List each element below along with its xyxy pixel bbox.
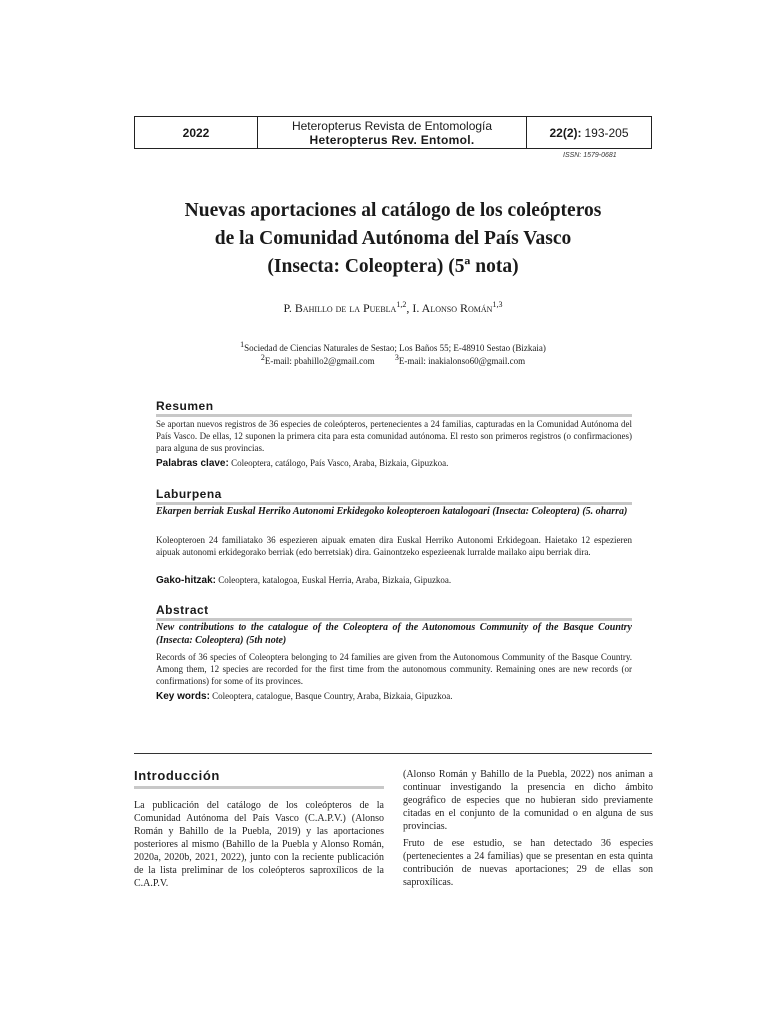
- abstract-heading: Abstract: [156, 603, 209, 617]
- author-1-sup: 1,2: [396, 300, 407, 309]
- affiliation-emails: [134, 352, 652, 367]
- intro-heading: Introducción: [134, 768, 220, 783]
- paper-title: [134, 197, 652, 281]
- abstract-text: Records of 36 species of Coleoptera belonging to 24 families are given from the Autonomous Community of the Basque Country. Among them, 12 species are recorded for the first time from the autonomous community. Remaining ones are new records (or confirmations) for some of its provinces.: [156, 652, 632, 686]
- laburpena-text: Koleopteroen 24 familiatako 36 espezieren aipuak ematen dira Euskal Herriko Autonomi Erkidegoan. Haietako 12 espezieren aipuak autonomi erkidegorako berriak (edo berretsiak) dira. Gainontzeko espezieenak lurralde mailako aipu berriak dira.: [156, 535, 632, 557]
- gako-hitzak-label: Gako-hitzak:: [156, 575, 217, 586]
- intro-column-2: [403, 768, 653, 893]
- intro-col2-para-2: Fruto de ese estudio, se han detectado 36 especies (pertenecientes a 24 familias) que se presentan en esta quinta contribución de nuevas aportaciones; 29 de ellas son saproxílicas.: [403, 838, 653, 888]
- page-range: 193-205: [584, 125, 629, 140]
- laburpena-subtitle: Ekarpen berriak Euskal Herriko Autonomi Erkidegoko koleopteroen katalogoari (Insecta: Coleoptera) (5. oharra): [156, 506, 628, 517]
- title-line-3: (Insecta: Coleoptera) (5ª nota): [267, 256, 519, 277]
- laburpena-keywords: [156, 574, 632, 587]
- intro-col2-para-1: (Alonso Román y Bahillo de la Puebla, 2022) nos animan a continuar investigando la presencia en dicho ámbito geográfico de especies que no hubieran sido previamente citadas en el conjunto de la comunidad o en alguna de sus provincias.: [403, 769, 653, 832]
- section-divider: [134, 753, 652, 754]
- author-2-sup: 1,3: [492, 300, 503, 309]
- laburpena-heading: Laburpena: [156, 487, 222, 501]
- aff2-sup: 2: [260, 353, 265, 362]
- palabras-clave: Coleoptera, catálogo, País Vasco, Araba, Bizkaia, Gipuzkoa.: [231, 458, 449, 468]
- palabras-clave-label: Palabras clave:: [156, 458, 229, 469]
- intro-col1-para-1: La publicación del catálogo de los coleópteros de la Comunidad Autónoma del País Vasco (C.A.P.V.) (Alonso Román y Bahillo de la Puebla, 2019) y las aportaciones posteriores al mismo (Bahillo de la Puebla y Alonso Román, 2020a, 2020b, 2021, 2022), junto con la reciente publicación de la lista preliminar de los coleópteros saproxílicos de la C.A.P.V.: [134, 800, 384, 889]
- journal-abbreviation: Heteropterus Rev. Entomol.: [309, 132, 475, 147]
- abstract-subtitle: New contributions to the catalogue of the Coleoptera of the Autonomous Community of the Basque Country (Insecta: Coleoptera) (5th note): [156, 622, 632, 646]
- resumen-keywords: [156, 457, 632, 470]
- header-volume: [527, 117, 651, 148]
- journal-header: [134, 116, 652, 149]
- resumen-rule: [156, 414, 632, 417]
- resumen-text: Se aportan nuevos registros de 36 especies de coleópteros, pertenecientes a 24 familias, capturadas en la Comunidad Autónoma del País Vasco. De ellas, 12 suponen la primera cita para esta comunidad autónoma. El resto son primeros registros (o confirmaciones) para alguna de sus provincias.: [156, 419, 632, 453]
- aff1-text: Sociedad de Ciencias Naturales de Sestao; Los Baños 55; E-48910 Sestao (Bizkaia): [244, 343, 546, 353]
- email-2: E-mail: inakialonso60@gmail.com: [398, 356, 526, 366]
- author-1: P. Bahillo de la Puebla: [283, 301, 397, 315]
- journal-full-name: Heteropterus Revista de Entomología: [291, 118, 493, 133]
- title-line-2: de la Comunidad Autónoma del País Vasco: [214, 228, 572, 249]
- author-2: I. Alonso Román: [412, 301, 493, 315]
- volume-issue: 22(2):: [549, 125, 582, 140]
- aff1-sup: 1: [240, 340, 245, 349]
- header-year: 2022: [135, 117, 258, 148]
- aff3-sup: 3: [394, 353, 399, 362]
- email-1: E-mail: pbahillo2@gmail.com: [264, 356, 375, 366]
- gako-hitzak: Coleoptera, katalogoa, Euskal Herria, Araba, Bizkaia, Gipuzkoa.: [218, 575, 452, 585]
- issn: ISSN: 1579-0681: [563, 152, 617, 159]
- title-line-1: Nuevas aportaciones al catálogo de los coleópteros: [184, 200, 602, 221]
- resumen-heading: Resumen: [156, 399, 214, 413]
- header-journal: [258, 117, 527, 148]
- intro-column-1: [134, 799, 384, 894]
- author-separator: ,: [406, 301, 413, 315]
- intro-rule: [134, 786, 384, 789]
- abstract-keywords: [156, 690, 632, 703]
- key-words: Coleoptera, catalogue, Basque Country, Araba, Bizkaia, Gipuzkoa.: [212, 691, 453, 701]
- key-words-label: Key words:: [156, 691, 210, 702]
- authors: [134, 300, 652, 316]
